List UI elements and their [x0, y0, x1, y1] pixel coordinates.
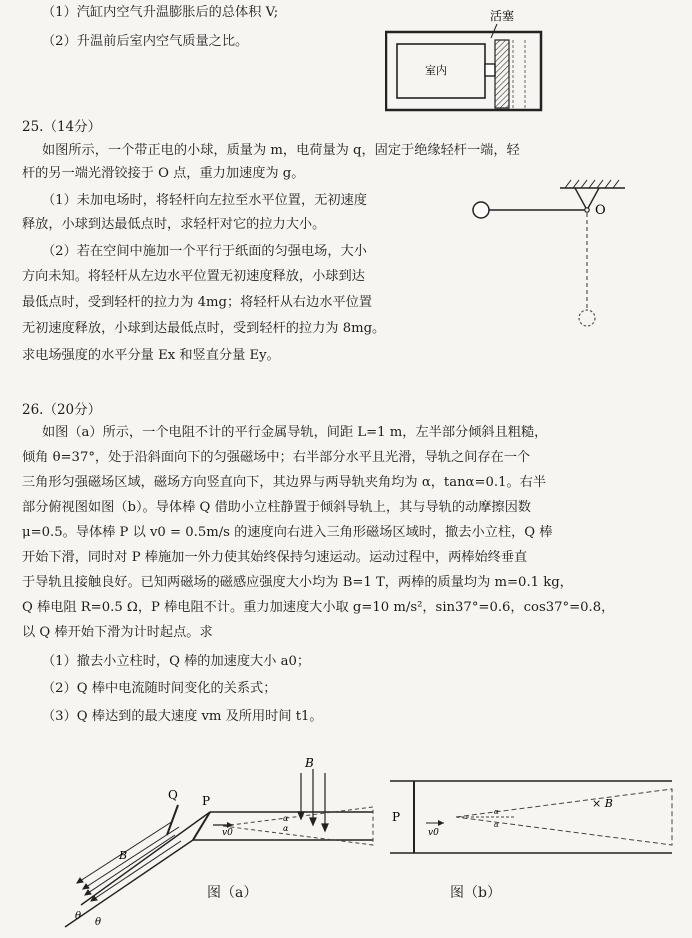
q25-line-5: （2）若在空间中施加一个平行于纸面的匀强电场，大小 [42, 244, 367, 259]
alpha-b-2: α [494, 821, 499, 829]
hinge-left [575, 188, 587, 210]
q25-line-9: 求电场强度的水平分量 Ex 和竖直分量 Ey。 [22, 348, 280, 363]
pendulum-figure [465, 176, 635, 334]
v0-label: v0 [222, 828, 233, 838]
figure-b-caption: 图（b） [450, 885, 501, 901]
alpha-b-1: α [494, 808, 499, 816]
piston-rod [485, 64, 495, 76]
q26-line-3: 三角形匀强磁场区域，磁场方向竖直向下，其边界与两导轨夹角均为 α，tanα=0.1。右半 [22, 475, 547, 490]
q26-line-10: （1）撤去小立柱时，Q 棒的加速度大小 a0； [42, 654, 311, 669]
q24-line-1: （1）汽缸内空气升温膨胀后的总体积 V; [42, 5, 279, 20]
figure-b [386, 775, 676, 860]
figure-a [55, 755, 385, 930]
incline-rail-bottom [65, 840, 193, 927]
q25-line-3: （1）未加电场时，将轻杆向左拉至水平位置，无初速度 [42, 193, 367, 208]
rod-q-label: Q [168, 788, 178, 802]
q26-line-2: 倾角 θ=37°，处于沿斜面向下的匀强磁场中；右半部分水平且光滑，导轨之间存在一个 [22, 450, 531, 465]
theta-1: θ [75, 911, 82, 922]
rod-p-topview-label: P [392, 810, 401, 824]
incline-rail-top [81, 812, 210, 905]
rod-q [167, 805, 178, 835]
alpha-a-1: α [283, 814, 289, 823]
v0-label-b: v0 [428, 828, 439, 838]
cylinder-figure [385, 2, 650, 114]
piston [495, 40, 509, 108]
figure-a-caption: 图（a） [207, 885, 258, 901]
flat-b-label: B [305, 756, 314, 770]
pivot-o [585, 208, 589, 212]
q25-heading: 25.（14分） [22, 119, 102, 135]
q26-heading: 26.（20分） [22, 402, 102, 418]
flat-field-lines [298, 769, 328, 831]
alpha-a-2: α [283, 824, 289, 833]
pivot-label: O [595, 203, 606, 218]
rod-p-label: P [202, 794, 211, 808]
q26-line-4: 部分俯视图如图（b）。导体棒 Q 借助小立柱静置于倾斜导轨上，其与导轨的动摩擦因数 [22, 500, 531, 515]
q26-line-9: 以 Q 棒开始下滑为计时起点。求 [22, 625, 213, 640]
ball-left [473, 202, 489, 218]
q25-line-6: 方向未知。将轻杆从左边水平位置无初速度释放，小球到达 [22, 269, 365, 284]
rod-p [193, 812, 210, 840]
q25-line-1: 如图所示，一个带正电的小球，质量为 m，电荷量为 q，固定于绝缘轻杆一端，轻 [42, 143, 520, 158]
room-label: 室内 [425, 64, 447, 77]
q26-line-11: （2）Q 棒中电流随时间变化的关系式； [42, 681, 277, 696]
q25-line-7: 最低点时，受到轻杆的拉力为 4mg；将轻杆从右边水平位置 [22, 295, 373, 310]
q26-line-5: μ=0.5。导体棒 P 以 v0 = 0.5m/s 的速度向右进入三角形磁场区域时，撤去小立柱，Q 棒 [22, 525, 553, 540]
b-into-page: × B [592, 797, 613, 810]
q26-line-12: （3）Q 棒达到的最大速度 vm 及所用时间 t1。 [42, 709, 323, 724]
q26-line-1: 如图（a）所示，一个电阻不计的平行金属导轨，间距 L=1 m，左半部分倾斜且粗糙， [42, 425, 548, 440]
q26-line-7: 于导轨且接触良好。已知两磁场的磁感应强度大小均为 B=1 T，两棒的质量均为 m=0.1 kg， [22, 575, 573, 590]
q25-line-8: 无初速度释放，小球到达最低点时，受到轻杆的拉力为 8mg。 [22, 321, 386, 336]
q26-line-8: Q 棒电阻 R=0.5 Ω，P 棒电阻不计。重力加速度大小取 g=10 m/s²，sin37°=0.6，cos37°=0.8， [22, 600, 615, 615]
theta-2: θ [95, 917, 102, 928]
incline-b-label: B [119, 849, 128, 862]
q25-line-2: 杆的另一端光滑铰接于 O 点，重力加速度为 g。 [22, 166, 305, 181]
ball-bottom [579, 310, 595, 326]
q24-line-2: （2）升温前后室内空气质量之比。 [42, 34, 249, 49]
q26-line-6: 开始下滑，同时对 P 棒施加一外力使其始终保持匀速运动。运动过程中，两棒始终垂直 [22, 550, 528, 565]
incline-field-lines [77, 821, 181, 901]
piston-label: 活塞 [490, 9, 515, 23]
q25-line-4: 释放，小球到达最低点时，求轻杆对它的拉力大小。 [22, 217, 326, 232]
